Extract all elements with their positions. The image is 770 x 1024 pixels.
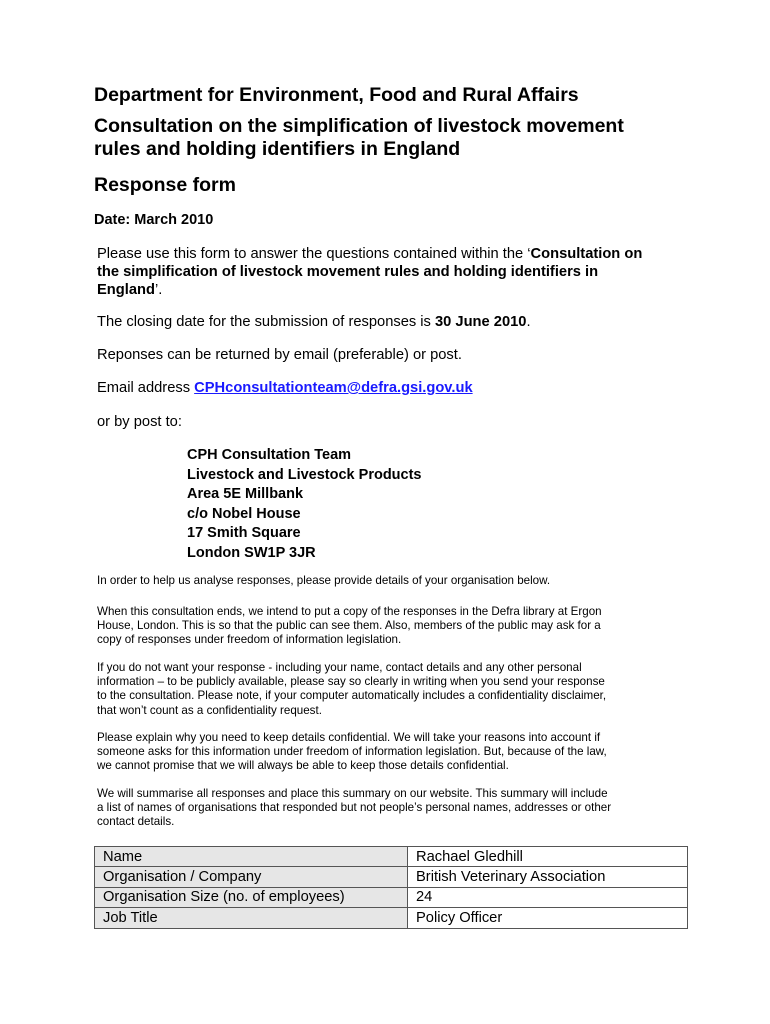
- closing-date-period: .: [526, 314, 531, 330]
- closing-date-line: [97, 313, 531, 331]
- note-line: contact details.: [97, 815, 175, 829]
- name-field[interactable]: Rachael Gledhill: [408, 847, 688, 867]
- note-line: we cannot promise that we will always be able to keep those details confidential.: [97, 759, 509, 773]
- closing-date-text: The closing date for the submission of responses is: [97, 314, 435, 330]
- confidentiality-note: [97, 661, 606, 718]
- email-line: [97, 379, 473, 397]
- organisation-size-field[interactable]: 24: [408, 887, 688, 907]
- field-label: Organisation Size (no. of employees): [95, 887, 408, 907]
- post-label: or by post to:: [97, 414, 182, 430]
- postal-address: [187, 446, 422, 563]
- organisation-field[interactable]: British Veterinary Association: [408, 867, 688, 887]
- table-row: [95, 908, 688, 928]
- address-line: London SW1P 3JR: [187, 544, 316, 561]
- library-note: [97, 605, 602, 648]
- table-row: [95, 847, 688, 867]
- address-line: Livestock and Livestock Products: [187, 466, 422, 483]
- note-line: When this consultation ends, we intend to put a copy of the responses in the Defra library at Ergon: [97, 605, 602, 618]
- note-line: someone asks for this information under freedom of information legislation. But, because of the law,: [97, 745, 607, 759]
- department-title: Department for Environment, Food and Rural Affairs: [94, 84, 579, 106]
- note-line: to the consultation. Please note, if your computer automatically includes a confidentiality disclaimer,: [97, 689, 607, 703]
- intro-closing-quote: ’.: [154, 282, 163, 298]
- consultation-title-line2: rules and holding identifiers in England: [94, 138, 461, 160]
- note-line: information – to be publicly available, please say so clearly in writing when you send your response: [97, 675, 605, 689]
- field-label: Organisation / Company: [95, 867, 408, 887]
- table-row: [95, 887, 688, 907]
- email-link[interactable]: CPHconsultationteam@defra.gsi.gov.uk: [194, 380, 473, 396]
- note-line: a list of names of organisations that responded but not people’s personal names, addresses or other: [97, 801, 612, 815]
- address-line: Area 5E Millbank: [187, 486, 304, 502]
- field-label: Job Title: [95, 908, 408, 928]
- intro-paragraph: [97, 245, 642, 299]
- form-title: Response form: [94, 174, 236, 196]
- email-label: Email address: [97, 380, 195, 396]
- address-line: c/o Nobel House: [187, 505, 301, 522]
- consultation-title-line1: Consultation on the simplification of livestock movement: [94, 115, 624, 137]
- note-line: House, London. This is so that the public can see them. Also, members of the public may ask for a: [97, 619, 601, 633]
- address-line: 17 Smith Square: [187, 525, 301, 541]
- note-line: Please explain why you need to keep details confidential. We will take your reasons into account if: [97, 731, 601, 744]
- note-line: If you do not want your response - including your name, contact details and any other personal: [97, 661, 582, 674]
- form-date: Date: March 2010: [94, 212, 214, 228]
- field-label: Name: [95, 847, 408, 867]
- note-line: that won’t count as a confidentiality request.: [97, 703, 322, 717]
- analysis-note: In order to help us analyse responses, please provide details of your organisation below.: [97, 574, 551, 587]
- consultation-name-part1: Consultation on: [530, 246, 643, 262]
- intro-text: Please use this form to answer the questions contained within the ‘: [97, 246, 531, 262]
- note-line: We will summarise all responses and place this summary on our website. This summary will include: [97, 787, 608, 800]
- consultation-name-part3: England: [97, 282, 155, 298]
- closing-date: 30 June 2010: [435, 314, 527, 330]
- note-line: copy of responses under freedom of information legislation.: [97, 633, 402, 647]
- returns-text: Reponses can be returned by email (preferable) or post.: [97, 347, 462, 363]
- reasons-note: [97, 731, 607, 774]
- table-row: [95, 867, 688, 887]
- summary-note: [97, 787, 611, 830]
- address-line: CPH Consultation Team: [187, 447, 352, 463]
- job-title-field[interactable]: Policy Officer: [408, 908, 688, 928]
- respondent-details-table: [94, 846, 688, 929]
- consultation-name-part2: the simplification of livestock movement rules and holding identifiers in: [97, 264, 599, 280]
